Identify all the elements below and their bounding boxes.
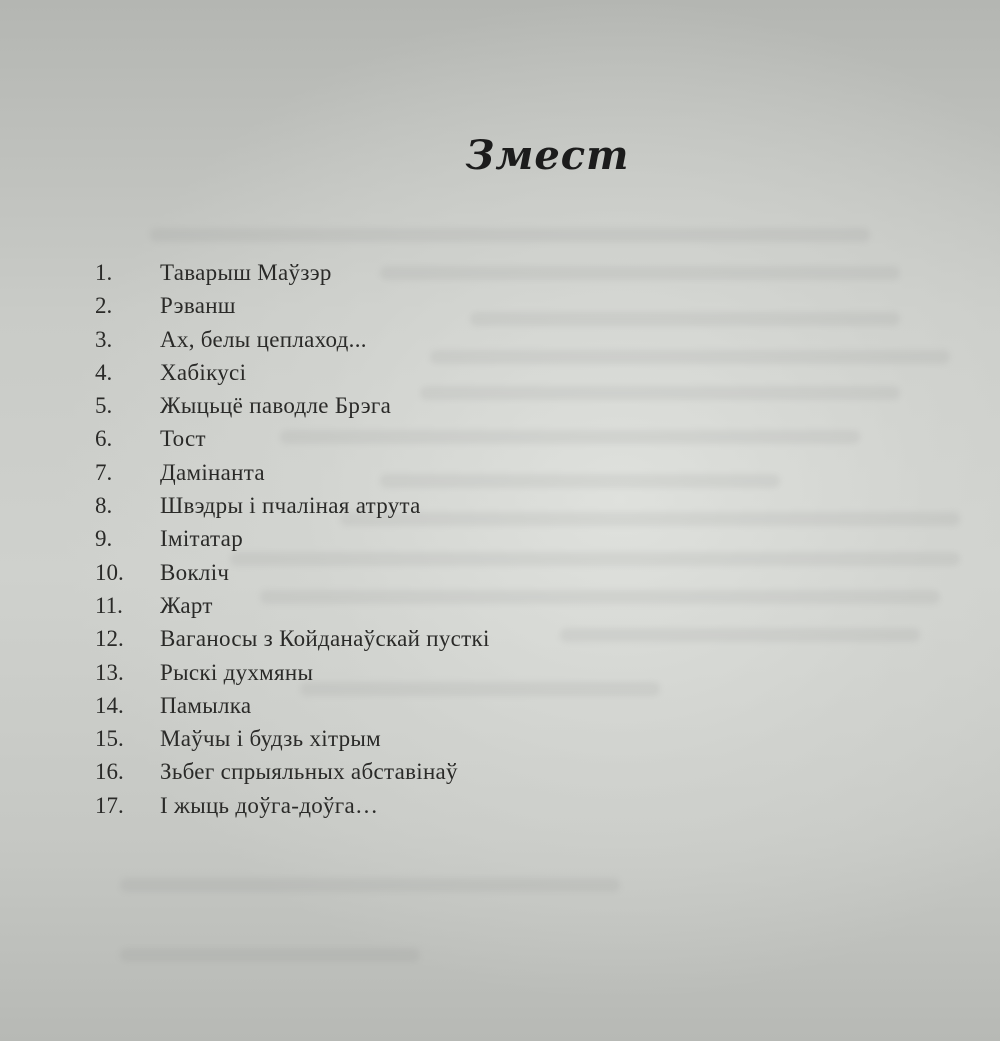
toc-item-title: Швэдры і пчаліная атрута	[160, 493, 421, 519]
toc-item	[0, 456, 1000, 489]
toc-item-title: Памылка	[160, 692, 252, 718]
toc-item-title: Жарт	[160, 592, 213, 618]
toc-item-number: 15.	[95, 726, 124, 752]
toc-item	[0, 323, 1000, 356]
toc-item	[0, 622, 1000, 655]
toc-item-title: Тост	[160, 426, 206, 452]
toc-item	[0, 689, 1000, 722]
toc-item	[0, 289, 1000, 322]
toc-item-title: Зьбег спрыяльных абставінаў	[160, 759, 458, 785]
toc-item-title: Рыскі духмяны	[160, 659, 314, 685]
toc-item-number: 10.	[95, 559, 124, 585]
toc-item	[0, 389, 1000, 422]
toc-item	[0, 789, 1000, 822]
toc-item-number: 4.	[95, 359, 113, 385]
toc-item	[0, 722, 1000, 755]
toc-item-title: І жыць доўга-доўга…	[160, 792, 379, 818]
toc-item-title: Ваганосы з Койданаўскай пусткі	[160, 626, 490, 652]
toc-item	[0, 755, 1000, 788]
toc-item	[0, 422, 1000, 455]
toc-item-title: Рэванш	[160, 293, 236, 319]
toc-item	[0, 522, 1000, 555]
toc-item-title: Ах, белы цеплаход...	[160, 326, 367, 352]
toc-item-number: 12.	[95, 626, 124, 652]
toc-item	[0, 656, 1000, 689]
toc-item-number: 6.	[95, 426, 113, 452]
toc-item-number: 13.	[95, 659, 124, 685]
toc-item	[0, 556, 1000, 589]
toc-item	[0, 356, 1000, 389]
toc-item-number: 9.	[95, 526, 113, 552]
toc-item-number: 3.	[95, 326, 113, 352]
page-title: Змест	[465, 132, 630, 179]
toc-item-title: Жыцьцё паводле Брэга	[160, 393, 392, 419]
toc-item	[0, 589, 1000, 622]
toc-item-title: Таварыш Маўзэр	[160, 260, 332, 285]
toc-item-title: Маўчы і будзь хітрым	[160, 726, 381, 752]
toc-item-number: 17.	[95, 792, 124, 818]
toc-item-number: 7.	[95, 459, 113, 485]
toc-item-number: 5.	[95, 393, 113, 419]
toc-item	[0, 256, 1000, 289]
toc-item-title: Дамінанта	[160, 459, 265, 485]
toc-item-number: 2.	[95, 293, 113, 319]
toc-item	[0, 489, 1000, 522]
toc-item-number: 11.	[95, 592, 123, 618]
toc-item-number: 14.	[95, 692, 124, 718]
toc-item-number: 16.	[95, 759, 124, 785]
toc-item-title: Імітатар	[160, 526, 243, 552]
toc-item-number: 8.	[95, 493, 113, 519]
toc-item-title: Хабікусі	[160, 359, 247, 385]
toc-item-title: Вокліч	[160, 559, 230, 585]
toc-item-number: 1.	[95, 260, 113, 285]
table-of-contents	[0, 256, 1000, 822]
